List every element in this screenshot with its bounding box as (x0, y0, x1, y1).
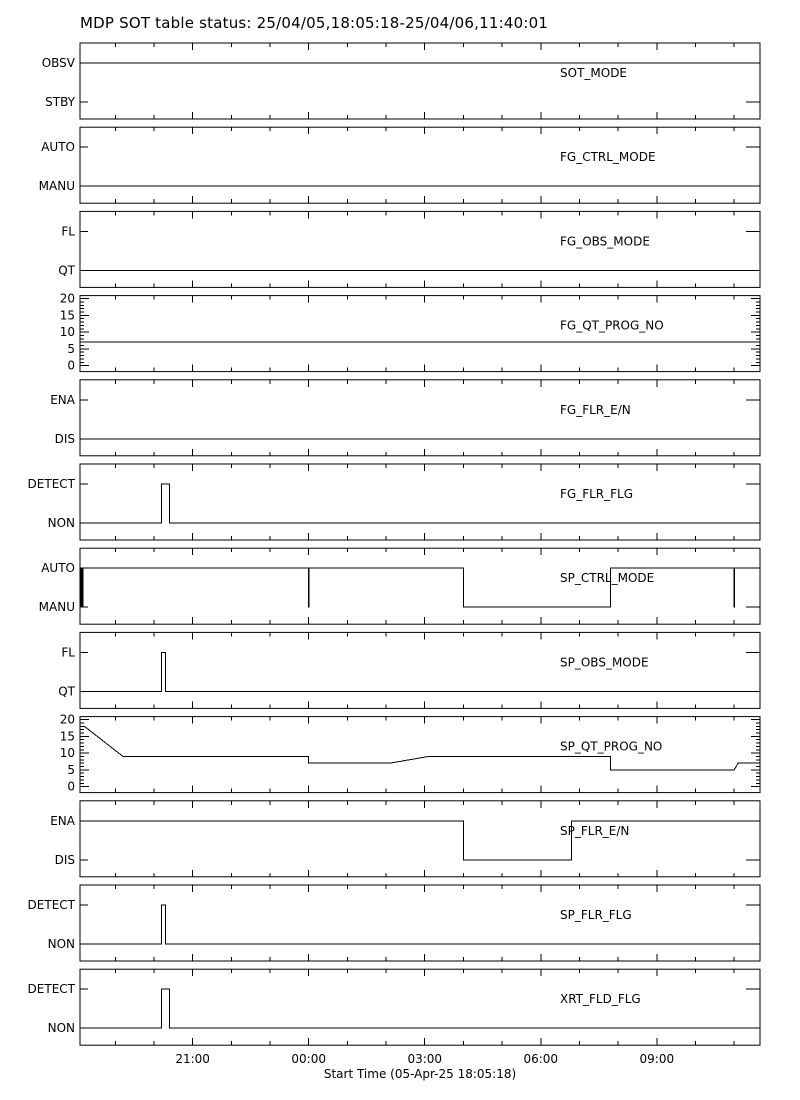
y-tick-label: 15 (59, 308, 75, 323)
panel-frame-sp-flr-flg (80, 885, 760, 961)
x-axis-label: Start Time (05-Apr-25 18:05:18) (323, 1067, 517, 1082)
y-tick-label: MANU (38, 600, 75, 615)
series-line-sp-flr-e-n (80, 821, 760, 860)
y-tick-label: AUTO (41, 561, 75, 576)
y-tick-label: MANU (38, 179, 75, 194)
panel-label-sp-flr-flg: SP_FLR_FLG (560, 908, 632, 922)
y-tick-label: 5 (67, 341, 75, 356)
x-tick-label: 06:00 (523, 1052, 559, 1067)
panel-label-sp-ctrl-mode: SP_CTRL_MODE (560, 571, 655, 586)
series-line-sp-obs-mode (80, 652, 760, 691)
panel-label-fg-flr-e-n: FG_FLR_E/N (560, 402, 631, 417)
y-tick-label: 10 (59, 746, 75, 761)
panel-frame-sp-qt-prog-no (80, 717, 760, 793)
series-line-fg-flr-flg (80, 484, 760, 523)
panel-frame-fg-ctrl-mode (80, 127, 760, 203)
panel-frame-fg-flr-flg (80, 464, 760, 540)
panel-frame-fg-qt-prog-no (80, 296, 760, 372)
panel-frame-sot-mode (80, 43, 760, 119)
y-tick-label: QT (58, 684, 75, 699)
y-tick-label: AUTO (41, 140, 75, 155)
y-tick-label: 5 (67, 762, 75, 777)
y-tick-label: 0 (67, 779, 75, 794)
y-tick-label: DETECT (27, 477, 75, 491)
x-tick-label: 03:00 (407, 1052, 443, 1067)
y-tick-label: FL (61, 645, 75, 660)
panel-frame-fg-flr-e-n (80, 380, 760, 456)
panel-frame-sp-flr-e-n (80, 801, 760, 877)
series-line-sp-ctrl-mode (80, 568, 760, 607)
panel-frame-fg-obs-mode (80, 211, 760, 287)
panel-label-xrt-fld-flg: XRT_FLD_FLG (560, 992, 641, 1007)
x-tick-label: 09:00 (639, 1052, 675, 1067)
y-tick-label: NON (47, 937, 75, 951)
y-tick-label: DETECT (27, 982, 75, 997)
y-tick-label: ENA (50, 813, 75, 828)
y-tick-label: DIS (54, 431, 75, 446)
panel-frame-sp-obs-mode (80, 632, 760, 708)
y-tick-label: 15 (59, 729, 75, 744)
y-tick-label: NON (47, 516, 75, 530)
y-tick-label: FL (61, 224, 75, 239)
y-tick-label: 0 (67, 358, 75, 373)
y-tick-label: 10 (59, 325, 75, 340)
chart-title: MDP SOT table status: 25/04/05,18:05:18-25/04/06,11:40:01 (80, 14, 549, 32)
y-tick-label: OBSV (41, 56, 75, 70)
y-tick-label: 20 (59, 712, 75, 727)
panel-label-fg-ctrl-mode: FG_CTRL_MODE (560, 150, 656, 165)
y-tick-label: STBY (45, 95, 75, 109)
panel-label-fg-flr-flg: FG_FLR_FLG (560, 487, 634, 501)
y-tick-label: NON (47, 1021, 75, 1036)
panel-frame-sp-ctrl-mode (80, 548, 760, 624)
y-tick-label: ENA (50, 392, 75, 407)
panel-label-fg-qt-prog-no: FG_QT_PROG_NO (560, 318, 664, 333)
panel-frame-xrt-fld-flg (80, 969, 760, 1045)
series-line-sp-flr-flg (80, 905, 760, 944)
panel-label-sp-qt-prog-no: SP_QT_PROG_NO (560, 739, 663, 754)
panel-label-sot-mode: SOT_MODE (560, 66, 628, 80)
y-tick-label: DIS (54, 852, 75, 867)
panel-label-sp-flr-e-n: SP_FLR_E/N (560, 823, 630, 838)
x-tick-label: 00:00 (291, 1052, 326, 1067)
y-tick-label: 20 (59, 291, 75, 306)
panel-label-fg-obs-mode: FG_OBS_MODE (560, 234, 650, 249)
y-tick-label: QT (58, 263, 75, 278)
x-tick-label: 21:00 (175, 1052, 210, 1067)
series-line-xrt-fld-flg (80, 989, 760, 1028)
y-tick-label: DETECT (27, 898, 75, 912)
panel-label-sp-obs-mode: SP_OBS_MODE (560, 655, 649, 670)
